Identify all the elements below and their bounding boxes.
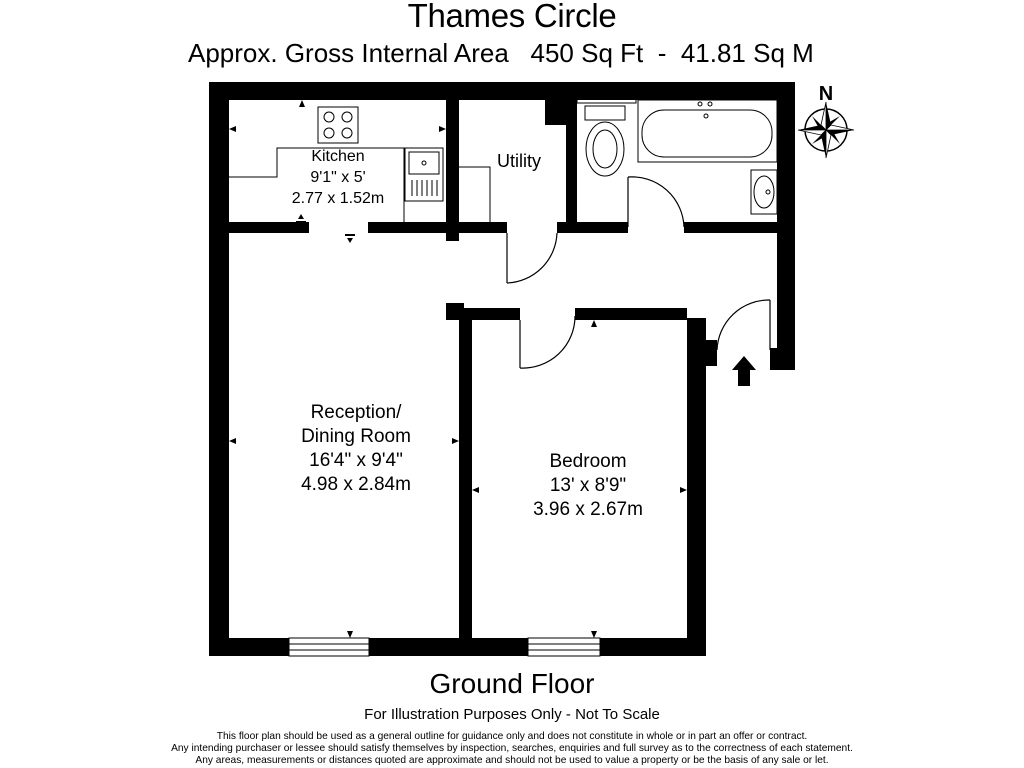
area-separator: - xyxy=(657,38,667,68)
basin-icon xyxy=(751,170,777,214)
reception-name-2: Dining Room xyxy=(301,426,411,447)
utility-worktop xyxy=(459,167,490,222)
bedroom-metric: 3.96 x 2.67m xyxy=(533,499,643,520)
bedroom-imperial: 13' x 8'9" xyxy=(549,475,627,496)
floor-title: Ground Floor xyxy=(429,668,595,699)
disclaimer-line: Any intending purchaser or lessee should satisfy themselves by inspection, searches, enquiries and full survey as to the correctness of each statement. xyxy=(171,743,853,754)
hob-icon xyxy=(318,107,358,143)
kitchen-label xyxy=(258,146,418,209)
reception-name: Reception/ xyxy=(310,402,402,423)
disclaimer-line: This floor plan should be used as a general outline for guidance only and does not constitute in whole or in part an offer or contract. xyxy=(216,731,808,742)
reception-metric: 4.98 x 2.84m xyxy=(301,474,411,495)
utility-label xyxy=(479,149,559,173)
bedroom-door xyxy=(520,316,575,368)
scale-note: For Illustration Purposes Only - Not To Scale xyxy=(364,706,660,723)
kitchen-imperial: 9'1" x 5' xyxy=(310,169,366,186)
bathroom-fixtures xyxy=(577,100,777,214)
kitchen-name: Kitchen xyxy=(311,148,365,165)
area-sqm: 41.81 Sq M xyxy=(680,38,814,68)
reception-label xyxy=(256,401,456,497)
utility-door xyxy=(507,233,557,283)
toilet-icon xyxy=(585,106,625,176)
bedroom-label xyxy=(488,450,688,522)
area-label: Approx. Gross Internal Area xyxy=(188,38,509,68)
entrance-door xyxy=(717,300,770,350)
compass-north-label: N xyxy=(818,83,834,105)
utility-name: Utility xyxy=(497,151,541,171)
reception-window xyxy=(289,638,369,656)
bedroom-window xyxy=(528,638,600,656)
bathroom-door xyxy=(628,177,684,227)
kitchen-metric: 2.77 x 1.52m xyxy=(291,190,385,207)
entrance-arrow-icon xyxy=(732,356,756,386)
disclaimer xyxy=(0,731,1024,767)
reception-imperial: 16'4" x 9'4" xyxy=(309,450,403,471)
area-sqft: 450 Sq Ft xyxy=(530,38,644,68)
bedroom-name: Bedroom xyxy=(549,451,627,472)
disclaimer-line: Any areas, measurements or distances quoted are approximate and should not be used to value a property or be the basis of any sale or let. xyxy=(195,755,829,766)
doors xyxy=(507,177,770,368)
bath-icon xyxy=(638,100,777,162)
plan-title: Thames Circle xyxy=(407,0,617,34)
compass-icon xyxy=(798,102,854,158)
